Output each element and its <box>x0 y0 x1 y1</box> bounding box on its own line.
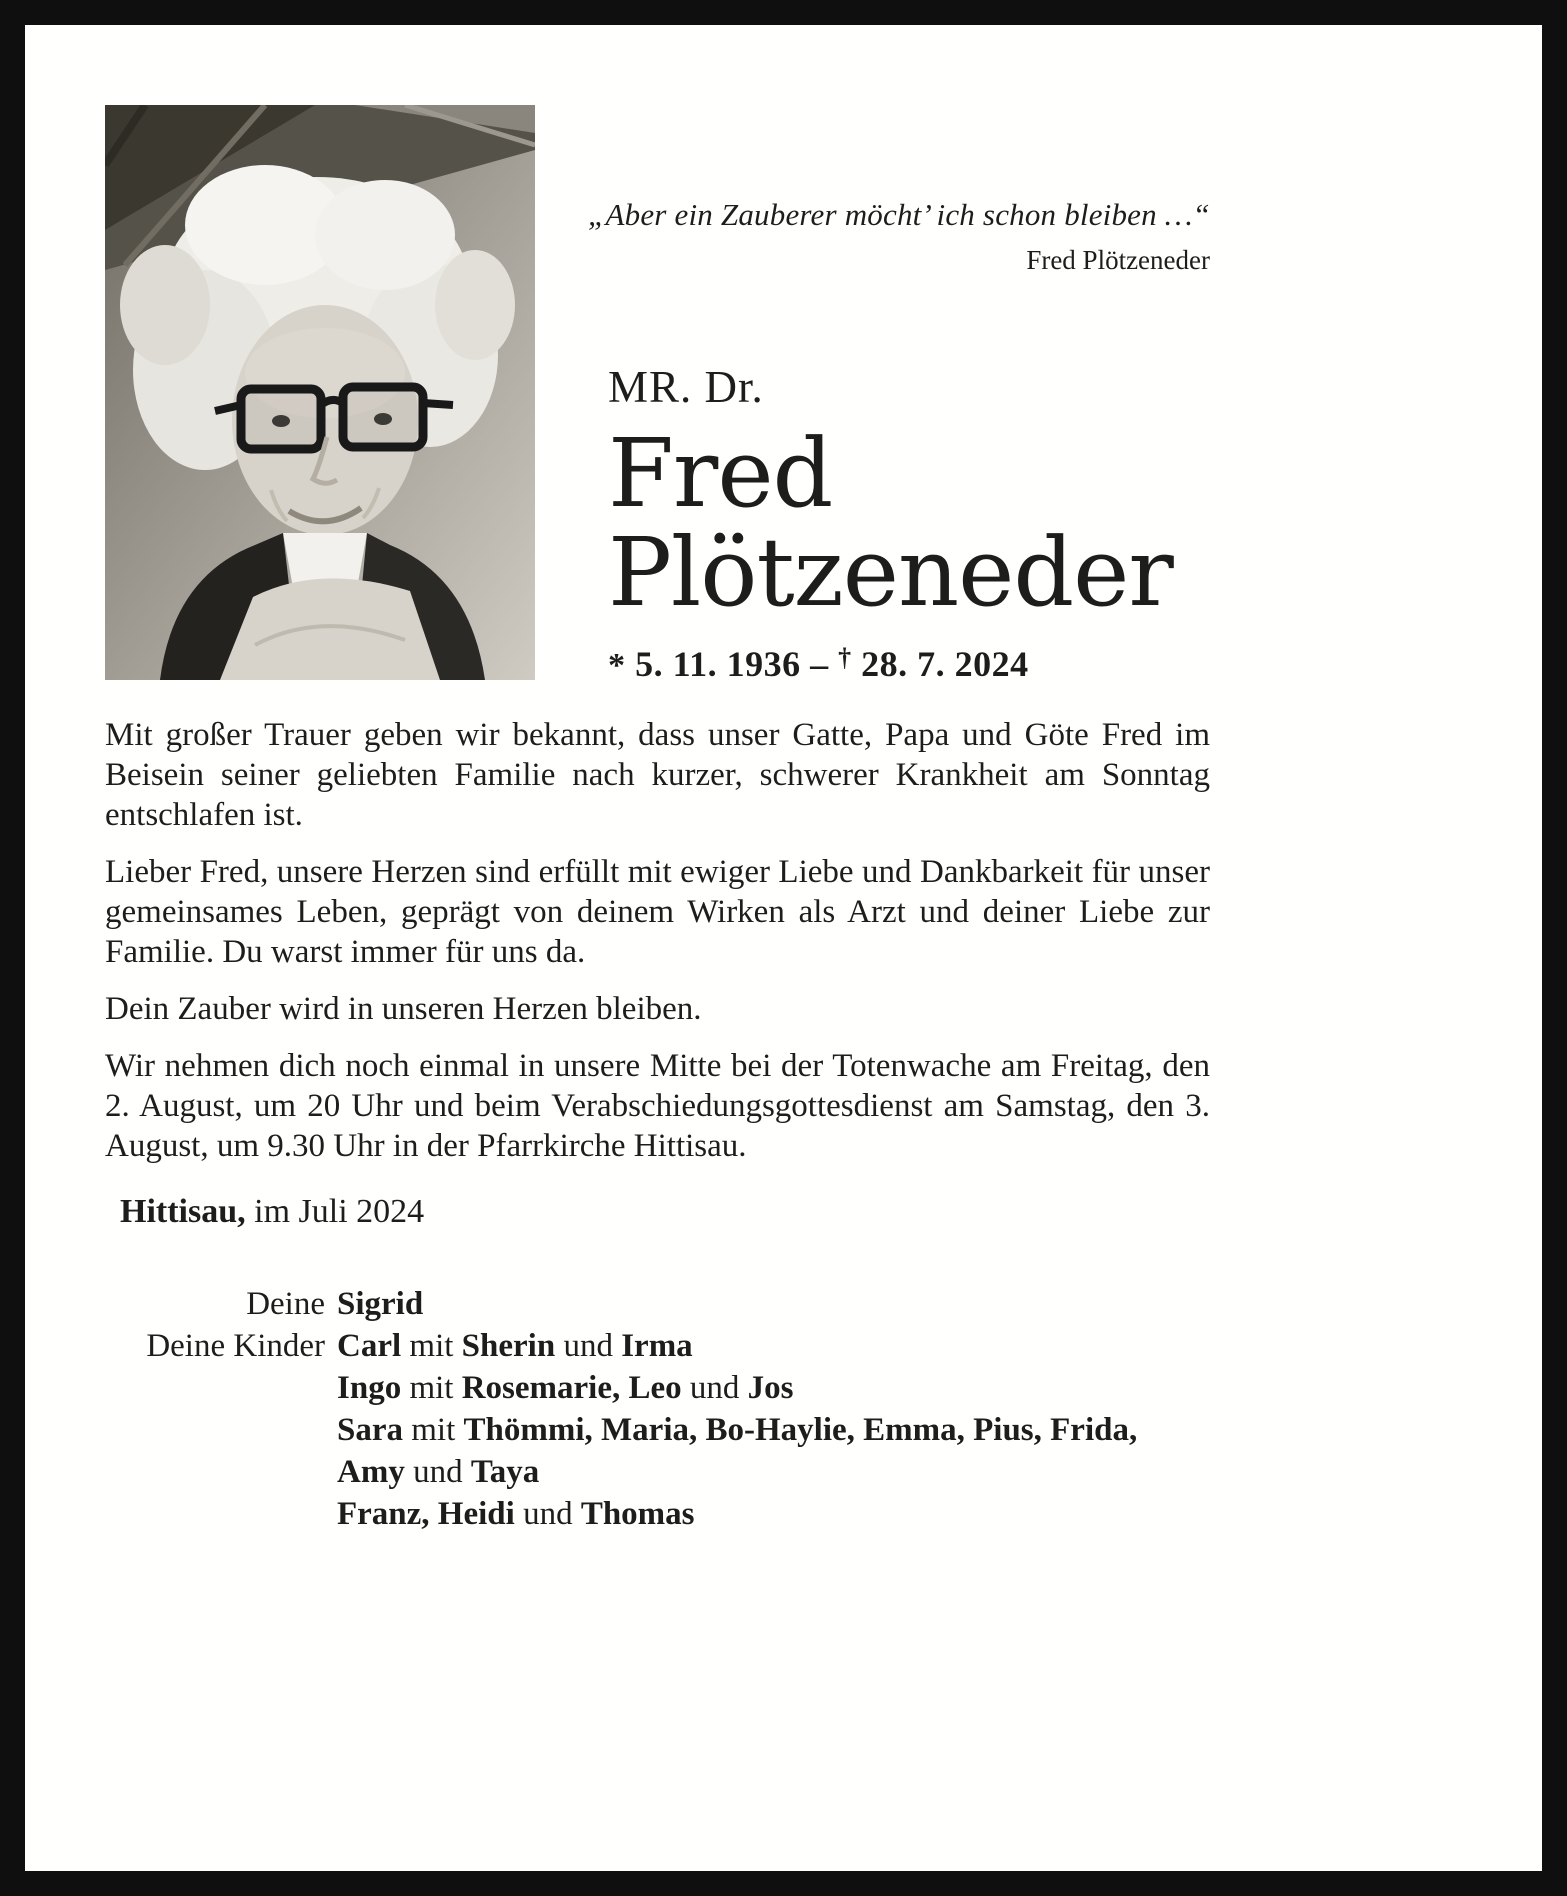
family-line-names <box>337 1283 1190 1325</box>
family-member-name: Sherin <box>461 1328 556 1364</box>
title-block <box>608 361 1173 685</box>
family-member-name: Jos <box>747 1370 794 1406</box>
family-line-text: und <box>555 1328 622 1364</box>
quote-text: „Aber ein Zauberer möcht’ ich schon bleiben …“ <box>588 197 1210 232</box>
obituary-paragraph: Mit großer Trauer geben wir bekannt, dass unser Gatte, Papa und Göte Fred im Beisein seiner geliebten Familie nach kurzer, schwerer Krankheit am Sonntag entschlafen ist. <box>105 717 1210 833</box>
portrait-photo-image <box>105 105 535 680</box>
portrait-photo <box>105 105 535 680</box>
family-line <box>120 1367 1190 1409</box>
title-prefix: MR. Dr. <box>608 362 764 412</box>
obituary-text <box>105 715 1210 1183</box>
family-member-name: Sara <box>337 1412 403 1448</box>
death-date: 28. 7. 2024 <box>851 643 1029 684</box>
quote-block <box>588 197 1210 276</box>
death-symbol: † <box>838 642 852 672</box>
family-line-names <box>337 1493 1190 1535</box>
family-line <box>120 1493 1190 1535</box>
family-member-name: Thomas <box>580 1496 695 1532</box>
family-line <box>120 1409 1190 1493</box>
quote-attribution: Fred Plötzeneder <box>1026 245 1210 275</box>
family-line <box>120 1325 1190 1367</box>
last-name: Plötzeneder <box>608 517 1173 628</box>
family-line-label <box>120 1493 325 1535</box>
family-list <box>120 1283 1190 1535</box>
deceased-name <box>608 419 1173 628</box>
family-line <box>120 1283 1190 1325</box>
family-member-name: Thömmi, Maria, Bo-Haylie, Emma, Pius, Frida, Amy <box>337 1412 1138 1490</box>
family-line-text: und <box>514 1496 581 1532</box>
family-line-label <box>120 1367 325 1409</box>
date: im Juli 2024 <box>245 1193 425 1230</box>
family-member-name: Irma <box>621 1328 693 1364</box>
birth-symbol: * <box>608 646 626 684</box>
obituary-paragraph: Lieber Fred, unsere Herzen sind erfüllt mit ewiger Liebe und Dankbarkeit für unser gemeinsames Leben, geprägt von deinem Wirken als Arzt und deiner Liebe zur Familie. Du warst immer für uns da. <box>105 854 1210 970</box>
place-date-line <box>120 1193 424 1231</box>
family-line-text: mit <box>403 1412 464 1448</box>
obituary-paragraph: Dein Zauber wird in unseren Herzen bleiben. <box>105 991 702 1027</box>
family-member-name: Taya <box>470 1454 540 1490</box>
place: Hittisau, <box>120 1193 246 1230</box>
family-line-text: und <box>681 1370 748 1406</box>
family-member-name: Franz, Heidi <box>337 1496 515 1532</box>
family-member-name: Rosemarie, Leo <box>461 1370 682 1406</box>
family-line-label: Deine Kinder <box>146 1328 325 1364</box>
family-member-name: Ingo <box>337 1370 402 1406</box>
first-name: Fred <box>608 419 833 529</box>
family-line-label: Deine <box>246 1286 325 1322</box>
family-line-label <box>120 1409 325 1493</box>
family-line-names <box>337 1409 1190 1493</box>
family-member-name: Carl <box>337 1328 402 1364</box>
family-line-text: und <box>404 1454 471 1490</box>
family-line-names <box>337 1367 1190 1409</box>
life-dates <box>608 643 1173 685</box>
family-line-text: mit <box>401 1370 462 1406</box>
family-line-text: mit <box>401 1328 462 1364</box>
family-line-names <box>337 1325 1190 1367</box>
family-member-name: Sigrid <box>337 1286 424 1322</box>
obituary-paragraph: Wir nehmen dich noch einmal in unsere Mitte bei der Totenwache am Freitag, den 2. August, um 20 Uhr und beim Verabschiedungsgottesdienst am Samstag, den 3. August, um 9.30 Uhr in der Pfarrkirche Hittisau. <box>105 1048 1210 1164</box>
birth-date: 5. 11. 1936 – <box>625 643 839 684</box>
